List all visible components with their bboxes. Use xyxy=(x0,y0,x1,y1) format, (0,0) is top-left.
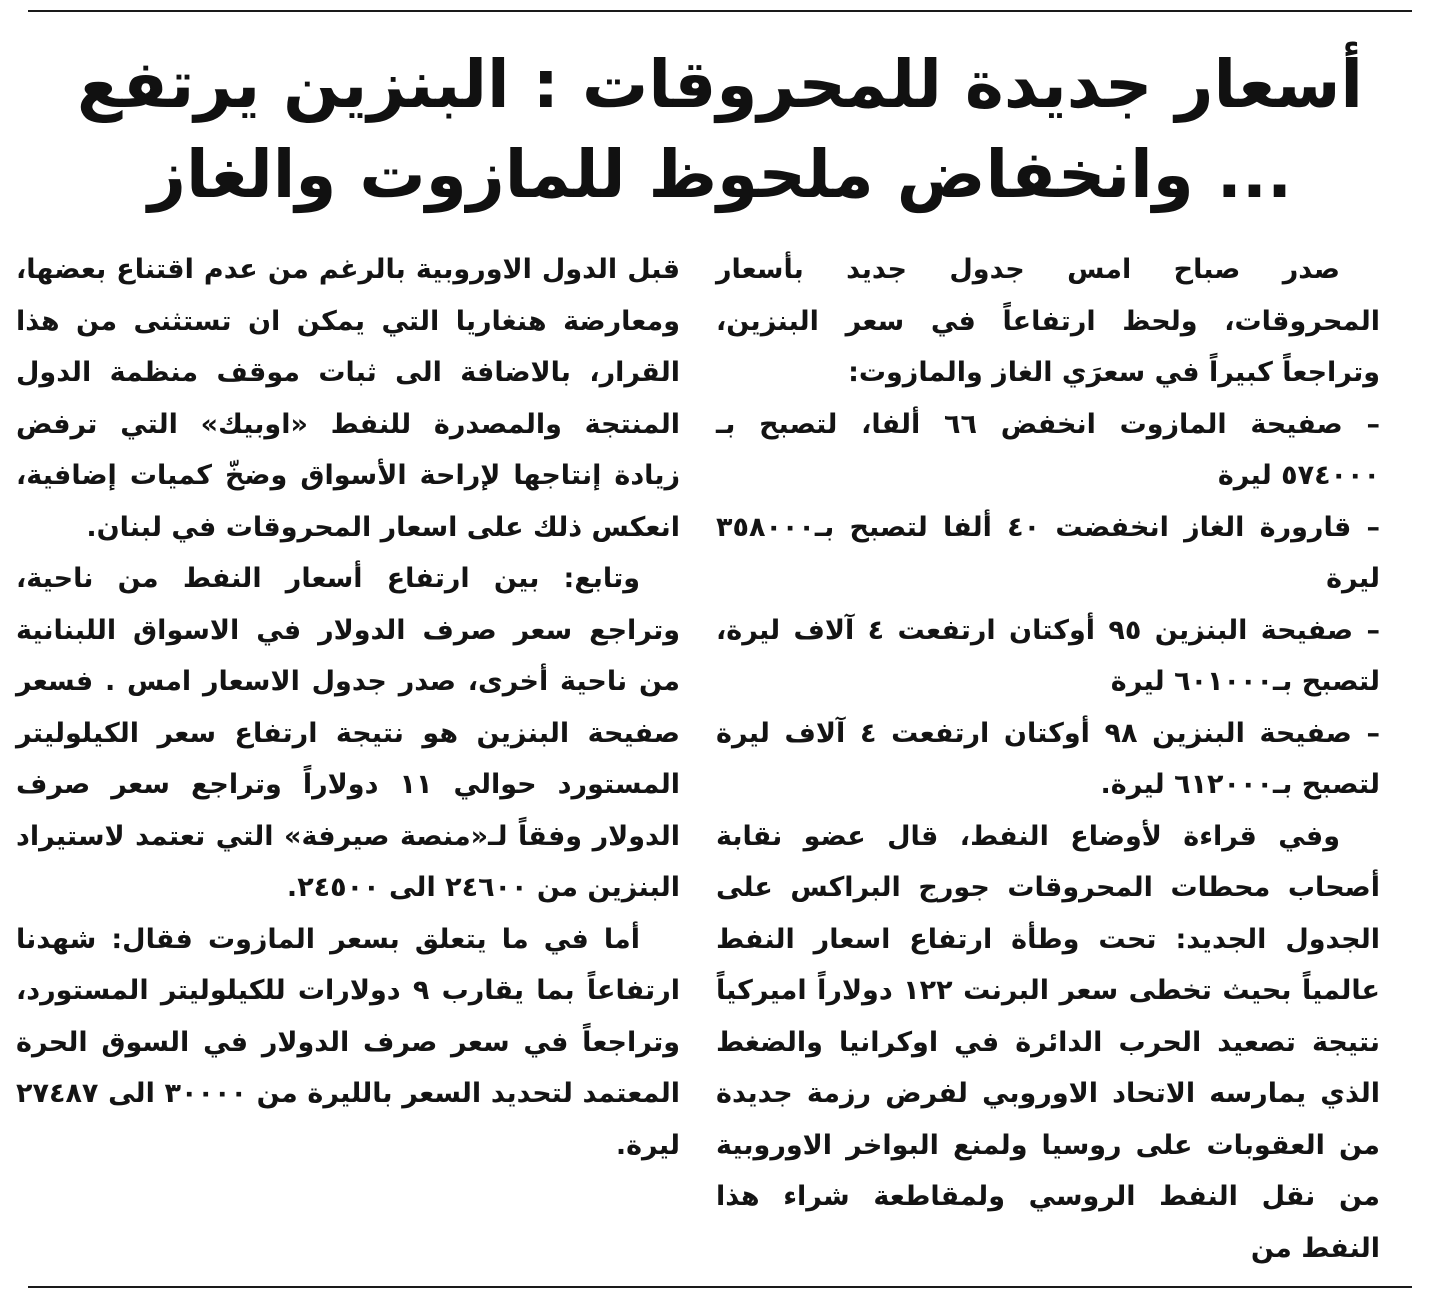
top-rule xyxy=(28,10,1412,12)
headline-line-1: أسعار جديدة للمحروقات : البنزين يرتفع xyxy=(76,46,1364,123)
price-item-gas: – قارورة الغاز انخفضت ٤٠ ألفا لتصبح بـ٣٥٨٠٠٠ ليرة xyxy=(716,511,1380,594)
paragraph-gasoline-explanation: وتابع: بين ارتفاع أسعار النفط من ناحية، وتراجع سعر صرف الدولار في الاسواق اللبنانية من ناحية أخرى، صدر جدول الاسعار امس . فسعر صفيحة البنزين هو نتيجة ارتفاع سعر الكيلوليتر المستورد حوالي ١١ دولاراً وتراجع سعر صرف الدولار وفقاً لـ«منصة صيرفة» التي تعتمد لاستيراد البنزين من ٢٤٦٠٠ الى ٢٤٥٠٠. xyxy=(16,563,680,903)
price-item-gasoline-95: – صفيحة البنزين ٩٥ أوكتان ارتفعت ٤ آلاف ليرة، لتصبح بـ٦٠١٠٠٠ ليرة xyxy=(716,614,1380,697)
price-item-gasoline-98: – صفيحة البنزين ٩٨ أوكتان ارتفعت ٤ آلاف ليرة لتصبح بـ٦١٢٠٠٠ ليرة. xyxy=(716,717,1381,800)
bottom-rule xyxy=(28,1286,1412,1288)
paragraph-intro: صدر صباح امس جدول جديد بأسعار المحروقات، ولحظ ارتفاعاً في سعر البنزين، وتراجعاً كبيراً في سعرَي الغاز والمازوت: xyxy=(716,254,1380,388)
article-headline xyxy=(30,40,1410,220)
price-item-diesel: – صفيحة المازوت انخفض ٦٦ ألفا، لتصبح بـ ٥٧٤٠٠٠ ليرة xyxy=(716,408,1380,491)
paragraph-continuation: قبل الدول الاوروبية بالرغم من عدم اقتناع بعضها، ومعارضة هنغاريا التي يمكن ان تستثنى من هذا القرار، بالاضافة الى ثبات موقف منظمة الدول المنتجة والمصدرة للنفط «اوبيك» التي ترفض زيادة إنتاجها لإراحة الأسواق وضخّ كميات إضافية، انعكس ذلك على اسعار المحروقات في لبنان. xyxy=(16,254,680,543)
headline-line-2: ... وانخفاض ملحوظ للمازوت والغاز xyxy=(147,136,1293,213)
paragraph-braks-statement: وفي قراءة لأوضاع النفط، قال عضو نقابة أصحاب محطات المحروقات جورج البراكس على الجدول الجديد: تحت وطأة ارتفاع اسعار النفط عالمياً بحيث تخطى سعر البرنت ١٢٢ دولاراً اميركياً نتيجة تصعيد الحرب الدائرة في اوكرانيا والضغط الذي يمارسه الاتحاد الاوروبي لفرض رزمة جديدة من العقوبات على روسيا ولمنع البواخر الاوروبية من نقل النفط الروسي ولمقاطعة شراء هذا النفط من xyxy=(716,820,1380,1264)
paragraph-diesel-explanation: أما في ما يتعلق بسعر المازوت فقال: شهدنا ارتفاعاً بما يقارب ٩ دولارات للكيلوليتر المستورد، وتراجعاً في سعر صرف الدولار في السوق الحرة المعتمد لتحديد السعر بالليرة من ٣٠٠٠٠ الى ٢٧٤٨٧ ليرة. xyxy=(16,923,681,1161)
article-column-left xyxy=(16,244,680,1244)
article-column-right xyxy=(716,244,1381,1264)
